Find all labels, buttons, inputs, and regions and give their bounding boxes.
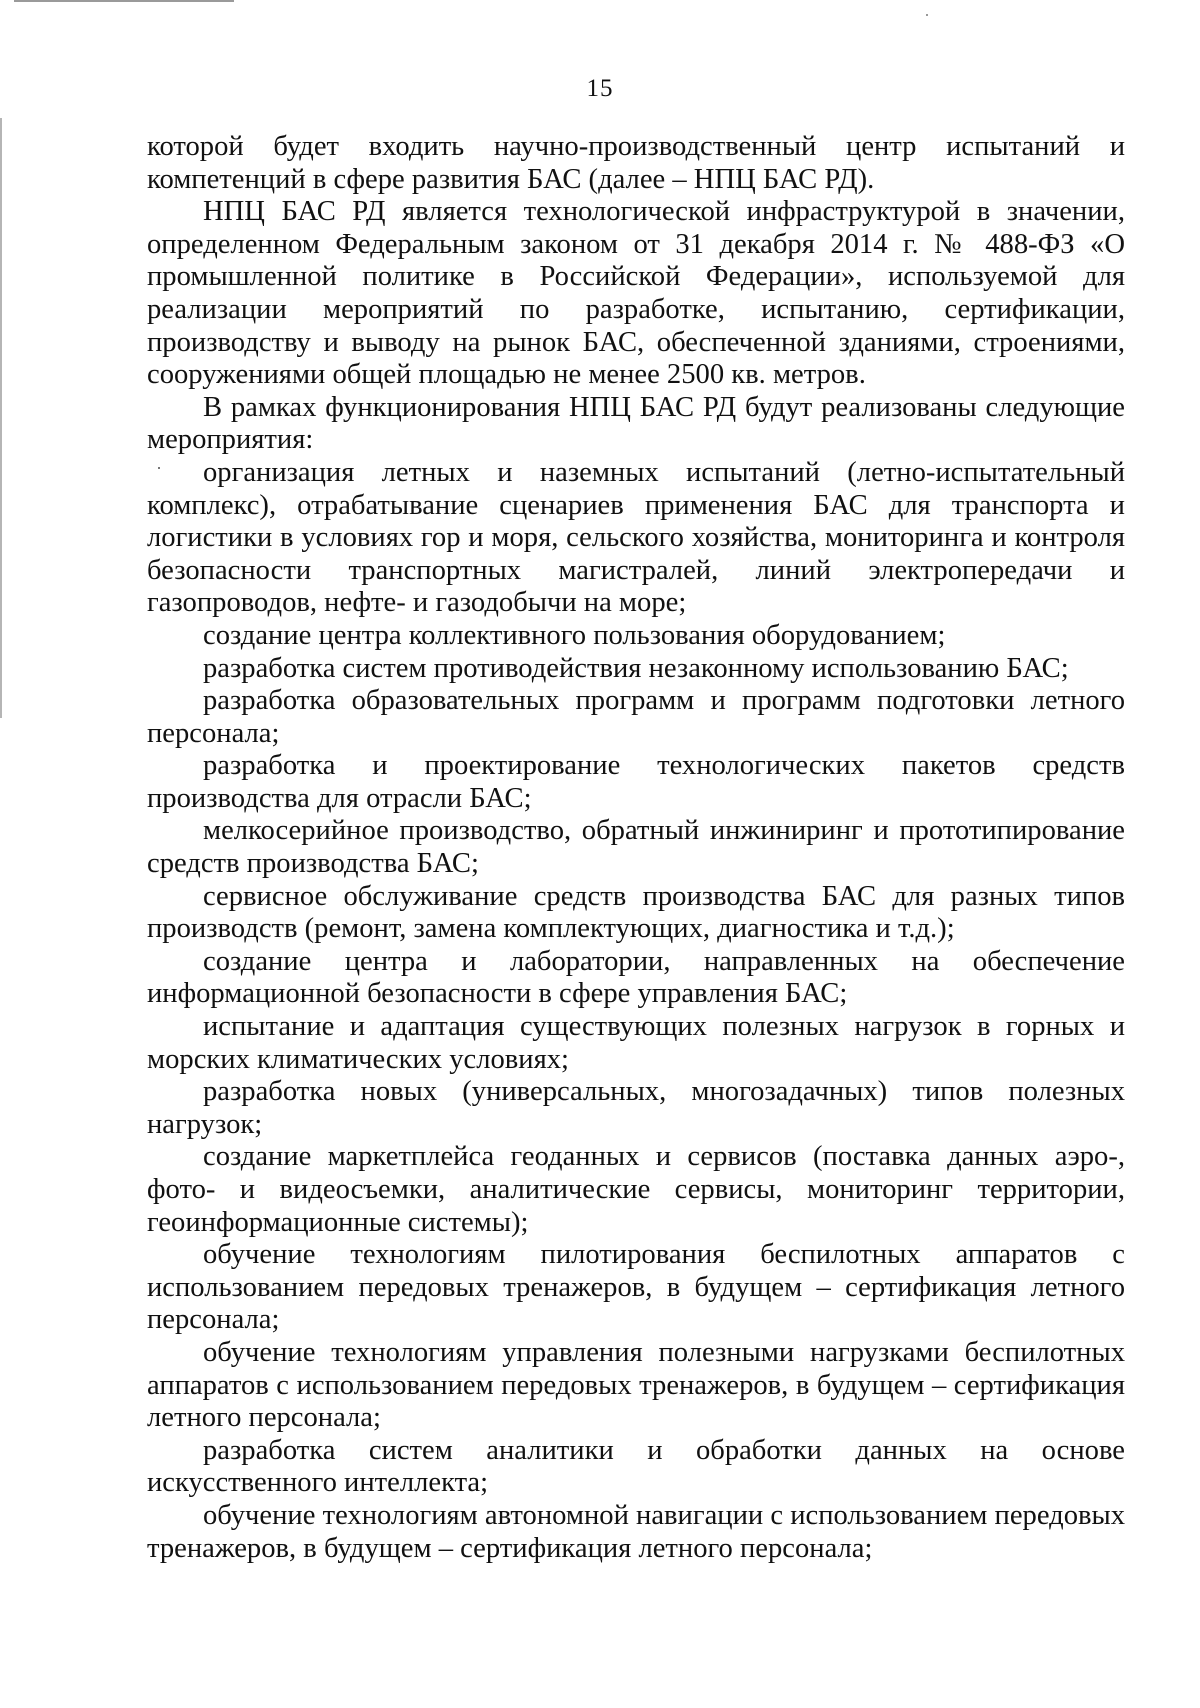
document-body xyxy=(147,131,1125,1565)
scan-edge-mark xyxy=(14,0,234,2)
list-item: создание центра коллективного пользования оборудованием; xyxy=(203,619,946,651)
list-item: разработка и проектирование технологических пакетов средств производства для отрасли БАС; xyxy=(147,750,1125,814)
list-item: создание маркетплейса геоданных и сервисов (поставка данных аэро-, фото- и видеосъемки, аналитические сервисы, мониторинг территории, геоинформационные системы); xyxy=(147,1141,1125,1238)
list-item: обучение технологиям автономной навигации с использованием передовых тренажеров, в будущем – сертификация летного персонала; xyxy=(147,1499,1125,1564)
scan-speck xyxy=(926,14,928,16)
paragraph: которой будет входить научно-производственный центр испытаний и компетенций в сфере развития БАС (далее – НПЦ БАС РД). xyxy=(147,131,1125,195)
list-item: создание центра и лаборатории, направленных на обеспечение информационной безопасности в сфере управления БАС; xyxy=(147,945,1125,1010)
list-item: испытание и адаптация существующих полезных нагрузок в горных и морских климатических условиях; xyxy=(147,1011,1125,1075)
list-item: сервисное обслуживание средств производства БАС для разных типов производств (ремонт, замена комплектующих, диагностика и т.д.); xyxy=(147,880,1125,945)
list-item: обучение технологиям управления полезными нагрузками беспилотных аппаратов с использованием передовых тренажеров, в будущем – сертификация летного персонала; xyxy=(147,1336,1125,1434)
page-number: 15 xyxy=(586,75,614,102)
list-item: организация летных и наземных испытаний (летно-испытательный комплекс), отрабатывание сценариев применения БАС для транспорта и логистики в условиях гор и моря, сельского хозяйства, мониторинга и контроля безопасности транспортных магистралей, линий электропередачи и газопроводов, нефте- и газодобычи на море; xyxy=(147,456,1125,619)
list-item: разработка новых (универсальных, многозадачных) типов полезных нагрузок; xyxy=(147,1076,1125,1140)
list-item: разработка образовательных программ и программ подготовки летного персонала; xyxy=(147,685,1125,749)
paragraph: В рамках функционирования НПЦ БАС РД будут реализованы следующие мероприятия: xyxy=(147,391,1125,456)
list-item: разработка систем аналитики и обработки данных на основе искусственного интеллекта; xyxy=(147,1434,1125,1499)
scan-edge-mark xyxy=(0,118,2,718)
paragraph: НПЦ БАС РД является технологической инфраструктурой в значении, определенном Федеральным законом от 31 декабря 2014 г. № 488-ФЗ «О промышленной политике в Российской Федерации», используемой для реализации мероприятий по разработке, испытанию, сертификации, производству и выводу на рынок БАС, обеспеченной зданиями, строениями, сооружениями общей площадью не менее 2500 кв. метров. xyxy=(147,196,1125,391)
list-item: разработка систем противодействия незаконному использованию БАС; xyxy=(203,652,1069,684)
list-item: мелкосерийное производство, обратный инжиниринг и прототипирование средств производства БАС; xyxy=(147,815,1125,880)
list-item: обучение технологиям пилотирования беспилотных аппаратов с использованием передовых тренажеров, в будущем – сертификация летного персонала; xyxy=(147,1239,1125,1336)
